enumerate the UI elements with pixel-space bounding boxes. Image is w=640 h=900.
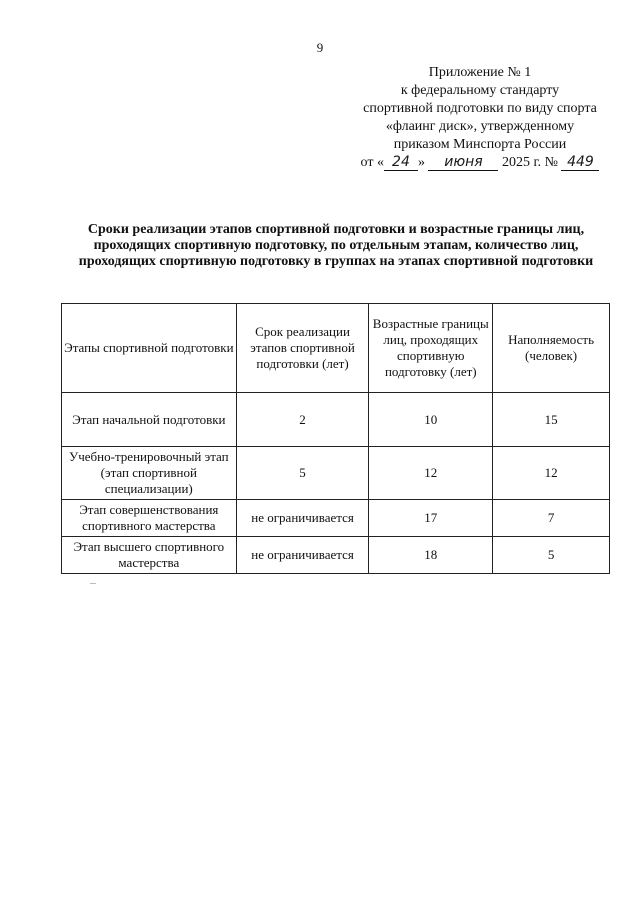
cell-age: 10 — [369, 393, 493, 447]
date-month-handwritten: июня — [428, 155, 498, 171]
header-group-size: Наполняемость (человек) — [493, 304, 610, 393]
cell-duration: не ограничивается — [236, 537, 369, 574]
cell-duration: 5 — [236, 447, 369, 500]
cell-group-size: 12 — [493, 447, 610, 500]
table-header-row — [62, 304, 610, 393]
date-prefix: от « — [360, 155, 384, 170]
appendix-line-1: Приложение № 1 — [428, 65, 532, 80]
cell-stage: Учебно-тренировочный этап (этап спортивной специализации) — [62, 447, 237, 500]
table-row — [62, 537, 610, 574]
cell-stage: Этап высшего спортивного мастерства — [62, 537, 237, 574]
appendix-line-4: «флаинг диск», утвержденному — [385, 119, 575, 134]
table-row — [62, 447, 610, 500]
page-number: 9 — [316, 40, 324, 55]
date-quote-close: » — [417, 155, 425, 170]
scan-artifact — [90, 583, 96, 584]
appendix-line-3: спортивной подготовки по виду спорта — [363, 101, 597, 116]
header-stages: Этапы спортивной подготовки — [62, 304, 237, 393]
table-row — [62, 500, 610, 537]
document-title: Сроки реализации этапов спортивной подготовки и возрастные границы лиц, проходящих спортивную подготовку, по отдельным этапам, количество лиц, проходящих спортивную подготовку в группах на этапах спортивной подготовки — [78, 222, 594, 269]
cell-group-size: 7 — [493, 500, 610, 537]
cell-age: 17 — [369, 500, 493, 537]
cell-age: 18 — [369, 537, 493, 574]
cell-group-size: 15 — [493, 393, 610, 447]
date-day-handwritten: 24 — [384, 155, 418, 171]
appendix-block — [330, 64, 630, 172]
order-number-handwritten: 449 — [561, 155, 599, 171]
cell-stage: Этап начальной подготовки — [62, 393, 237, 447]
cell-age: 12 — [369, 447, 493, 500]
cell-duration: не ограничивается — [236, 500, 369, 537]
appendix-date-line — [330, 154, 630, 172]
header-age-limits: Возрастные границы лиц, проходящих спортивную подготовку (лет) — [369, 304, 493, 393]
appendix-line-5: приказом Минспорта России — [393, 137, 567, 152]
stages-table — [61, 303, 610, 574]
date-year: 2025 г. № — [501, 155, 558, 170]
header-duration: Срок реализации этапов спортивной подготовки (лет) — [236, 304, 369, 393]
cell-stage: Этап совершенствования спортивного мастерства — [62, 500, 237, 537]
table-row — [62, 393, 610, 447]
appendix-line-2: к федеральному стандарту — [400, 83, 560, 98]
cell-duration: 2 — [236, 393, 369, 447]
cell-group-size: 5 — [493, 537, 610, 574]
